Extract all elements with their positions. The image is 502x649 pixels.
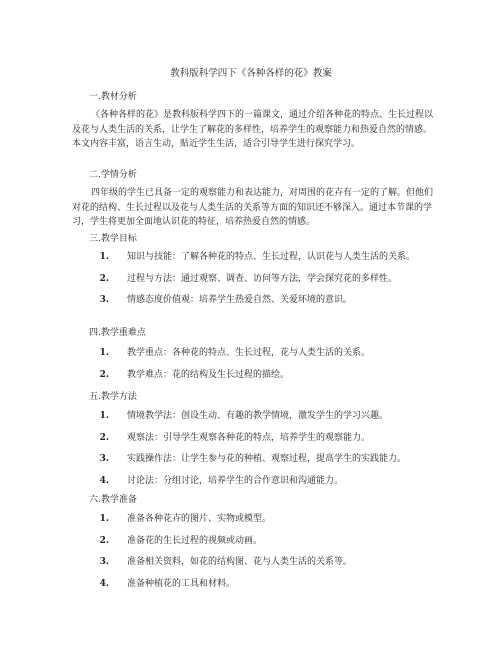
list-text: 准备种植花的工具和材料。 — [127, 578, 236, 589]
section-heading-2 — [89, 168, 429, 183]
section-list-5 — [89, 409, 439, 488]
list-item — [89, 431, 439, 446]
list-item — [89, 250, 434, 265]
list-number: 2. — [99, 432, 109, 443]
paragraph: 四年级的学生已具备一定的观察能力和表达能力，对周围的花卉有一定的了解。但他们对花的结构、生长过程以及花与人类生活的关系等方面的知识还不够深入。通过本节课的学习，学生将更加全面地认识花的特征，培养热爱自然的情感。 — [72, 188, 434, 227]
list-number: 3. — [99, 557, 109, 567]
list-number: 2. — [99, 273, 109, 284]
section-heading-1 — [89, 90, 429, 105]
list-item — [89, 534, 434, 549]
list-number: 4. — [99, 475, 109, 486]
section-heading: 四.教学重难点 — [89, 328, 146, 338]
list-text: 过程与方法：通过观察、调查、访问等方法，学会探究花的多样性。 — [127, 273, 398, 284]
list-text: 教学难点：花的结构及生长过程的描绘。 — [127, 369, 290, 380]
section-body-2 — [72, 186, 438, 230]
list-item — [89, 346, 434, 361]
list-number: 4. — [99, 578, 109, 589]
list-text: 实践操作法：让学生参与花的种植、观察过程，提高学生的实践能力。 — [127, 454, 407, 464]
section-body-1 — [72, 108, 438, 152]
list-item — [89, 368, 434, 383]
list-number: 1. — [99, 348, 109, 358]
list-text: 准备各种花卉的图片、实物或模型。 — [127, 514, 272, 524]
list-item — [89, 555, 434, 570]
list-text: 知识与技能：了解各种花的特点、生长过程，认识花与人类生活的关系。 — [127, 252, 416, 262]
list-item — [89, 272, 434, 287]
list-text: 观察法：引导学生观察各种花的特点，培养学生的观察能力。 — [127, 432, 371, 443]
section-heading: 三.教学目标 — [89, 234, 137, 244]
list-text: 准备相关资料，如花的结构图、花与人类生活的关系等。 — [127, 557, 353, 567]
list-item — [89, 409, 439, 424]
list-item — [89, 512, 434, 527]
section-list-4 — [89, 346, 434, 382]
list-number: 3. — [99, 454, 109, 464]
list-item — [89, 577, 434, 592]
list-item — [89, 452, 439, 467]
section-heading-4 — [89, 326, 429, 341]
section-heading-5 — [89, 390, 429, 405]
section-heading: 一.教材分析 — [89, 92, 137, 102]
section-heading: 六.教学准备 — [89, 495, 137, 505]
list-number: 3. — [99, 295, 109, 305]
list-number: 1. — [99, 411, 109, 421]
list-text: 准备花的生长过程的视频或动画。 — [127, 535, 263, 546]
list-item — [89, 293, 434, 308]
list-text: 讨论法：分组讨论，培养学生的合作意识和沟通能力。 — [127, 475, 344, 486]
list-text: 情感态度价值观：培养学生热爱自然、关爱环境的意识。 — [127, 295, 353, 305]
section-heading-3 — [89, 232, 429, 247]
section-heading: 五.教学方法 — [89, 392, 137, 402]
section-list-6 — [89, 512, 434, 591]
list-number: 2. — [99, 369, 109, 380]
section-heading: 二.学情分析 — [89, 170, 137, 180]
list-number: 2. — [99, 535, 109, 546]
paragraph: 《各种各样的花》是教科版科学四下的一篇课文，通过介绍各种花的特点、生长过程以及花与人类生活的关系，让学生了解花的多样性，培养学生的观察能力和热爱自然的情感。本文内容丰富，语言生动，贴近学生生活，适合引导学生进行探究学习。 — [72, 110, 434, 149]
list-number: 1. — [99, 514, 109, 524]
section-heading-6 — [89, 493, 429, 508]
section-list-3 — [89, 250, 434, 308]
list-text: 教学重点：各种花的特点、生长过程，花与人类生活的关系。 — [127, 348, 371, 358]
list-item — [89, 474, 439, 489]
list-text: 情境教学法：创设生动、有趣的教学情境，激发学生的学习兴趣。 — [127, 411, 389, 421]
list-number: 1. — [99, 252, 109, 262]
document-title: 教科版科学四下《各种各样的花》教案 — [170, 68, 332, 79]
